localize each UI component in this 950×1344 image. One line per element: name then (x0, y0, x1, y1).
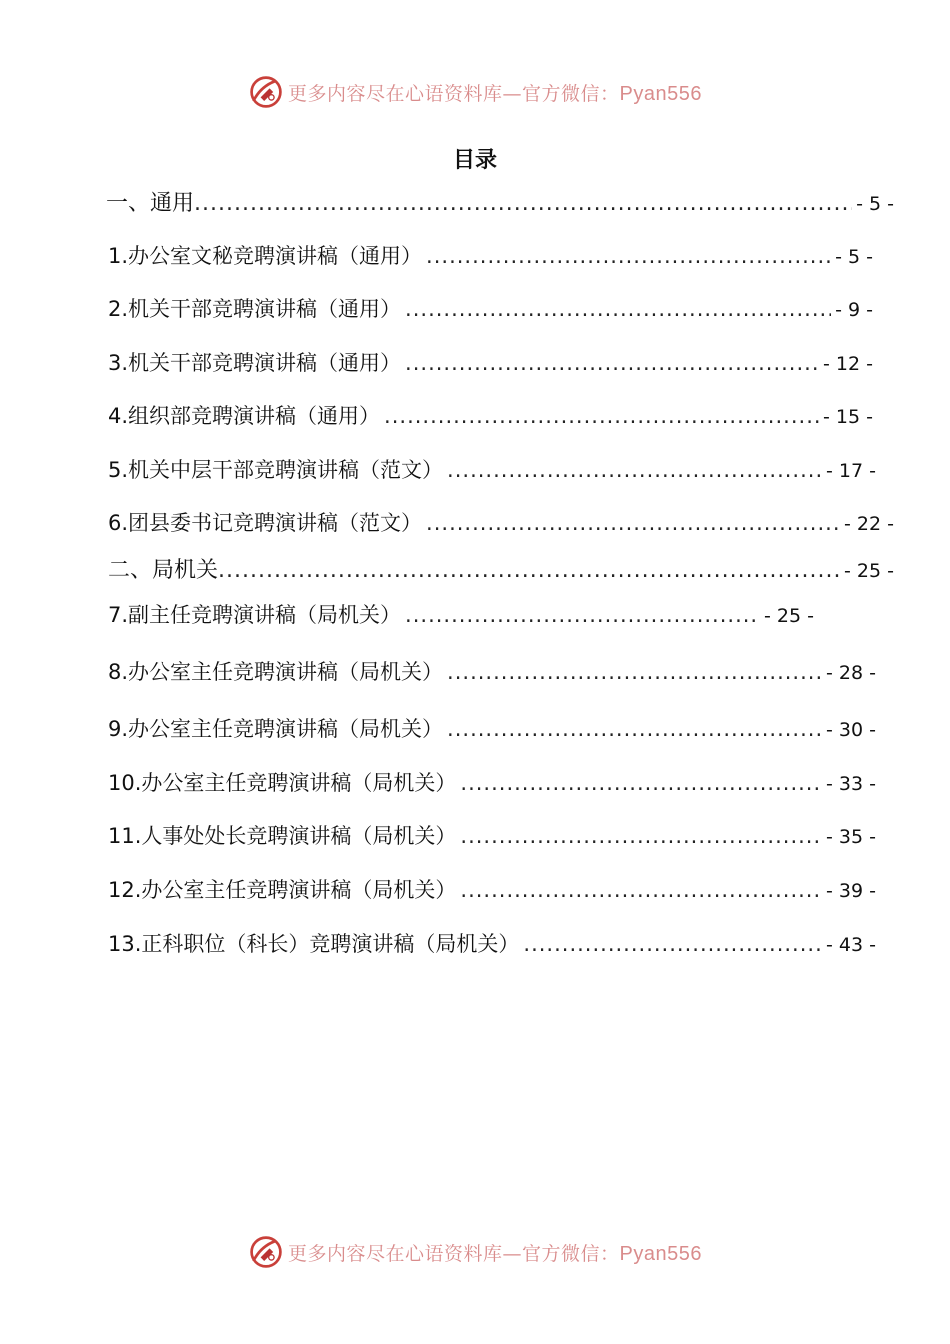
toc-section[interactable] (108, 553, 894, 584)
toc-label: 一、通用 (106, 191, 195, 216)
banner-text: 更多内容尽在心语资料库—官方微信：Pyan556 (288, 82, 702, 105)
toc-entry[interactable] (108, 767, 876, 797)
dot-leader (426, 511, 840, 535)
dot-leader (460, 824, 822, 848)
toc-page-number: - 15 - (823, 406, 873, 428)
toc-entry[interactable] (108, 400, 873, 430)
dot-leader (218, 558, 840, 583)
banner-text: 更多内容尽在心语资料库—官方微信：Pyan556 (288, 1242, 702, 1265)
wechat-id: Pyan556 (619, 82, 702, 105)
toc-page-number: - 12 - (823, 353, 873, 375)
toc-entry[interactable] (108, 454, 876, 484)
toc-entry[interactable] (108, 928, 876, 958)
dot-leader (405, 297, 831, 321)
dot-leader (460, 878, 822, 902)
toc-page-number: - 17 - (826, 460, 876, 482)
toc-label: 3.机关干部竞聘演讲稿（通用） (108, 351, 402, 375)
toc-page-number: - 33 - (826, 773, 876, 795)
toc-page-number: - 35 - (826, 826, 876, 848)
pen-logo-icon (248, 74, 284, 110)
toc-label: 11.人事处处长竞聘演讲稿（局机关） (108, 824, 457, 848)
toc-entry[interactable] (108, 240, 873, 270)
toc-label: 9.办公室主任竞聘演讲稿（局机关） (108, 717, 444, 741)
toc-entry[interactable] (108, 347, 873, 377)
toc-page-number: - 25 - (844, 560, 894, 582)
toc-entry[interactable] (108, 293, 873, 323)
toc-label: 13.正科职位（科长）竞聘演讲稿（局机关） (108, 932, 520, 956)
dot-leader (447, 717, 822, 741)
dot-leader (384, 404, 819, 428)
toc-label: 1.办公室文秘竞聘演讲稿（通用） (108, 244, 423, 268)
toc-label: 6.团县委书记竞聘演讲稿（范文） (108, 511, 423, 535)
toc-page-number: - 5 - (856, 193, 894, 215)
toc-label: 12.办公室主任竞聘演讲稿（局机关） (108, 878, 457, 902)
toc-page-number: - 22 - (844, 513, 894, 535)
toc-entry[interactable] (108, 713, 876, 743)
toc-page-number: - 5 - (835, 246, 873, 268)
header-banner (0, 72, 950, 112)
pen-logo-icon (248, 1234, 284, 1270)
toc-label: 4.组织部竞聘演讲稿（通用） (108, 404, 381, 428)
toc-title: 目录 (452, 148, 497, 173)
dot-leader (426, 244, 831, 268)
dot-leader (447, 660, 822, 684)
toc-section[interactable] (106, 186, 894, 217)
toc-page-number: - 28 - (826, 662, 876, 684)
toc-page-number: - 43 - (826, 934, 876, 956)
footer-banner (0, 1232, 950, 1272)
toc-label: 2.机关干部竞聘演讲稿（通用） (108, 297, 402, 321)
toc-entry[interactable] (108, 656, 876, 686)
dot-leader (523, 932, 822, 956)
toc-page-number: - 25 - (764, 605, 814, 627)
toc-entry[interactable] (108, 599, 814, 629)
toc-label: 二、局机关 (108, 558, 219, 583)
toc-page-number: - 30 - (826, 719, 876, 741)
toc-label: 8.办公室主任竞聘演讲稿（局机关） (108, 660, 444, 684)
dot-leader (405, 603, 760, 627)
toc-entry[interactable] (108, 820, 876, 850)
toc-page-number: - 9 - (835, 299, 873, 321)
toc-label: 10.办公室主任竞聘演讲稿（局机关） (108, 771, 457, 795)
toc-entry[interactable] (108, 874, 876, 904)
dot-leader (405, 351, 819, 375)
dot-leader (447, 458, 822, 482)
toc-entry[interactable] (108, 507, 894, 537)
toc-page-number: - 39 - (826, 880, 876, 902)
wechat-id: Pyan556 (619, 1242, 702, 1265)
toc-label: 5.机关中层干部竞聘演讲稿（范文） (108, 458, 444, 482)
dot-leader (194, 191, 852, 216)
toc-label: 7.副主任竞聘演讲稿（局机关） (108, 603, 402, 627)
dot-leader (460, 771, 822, 795)
